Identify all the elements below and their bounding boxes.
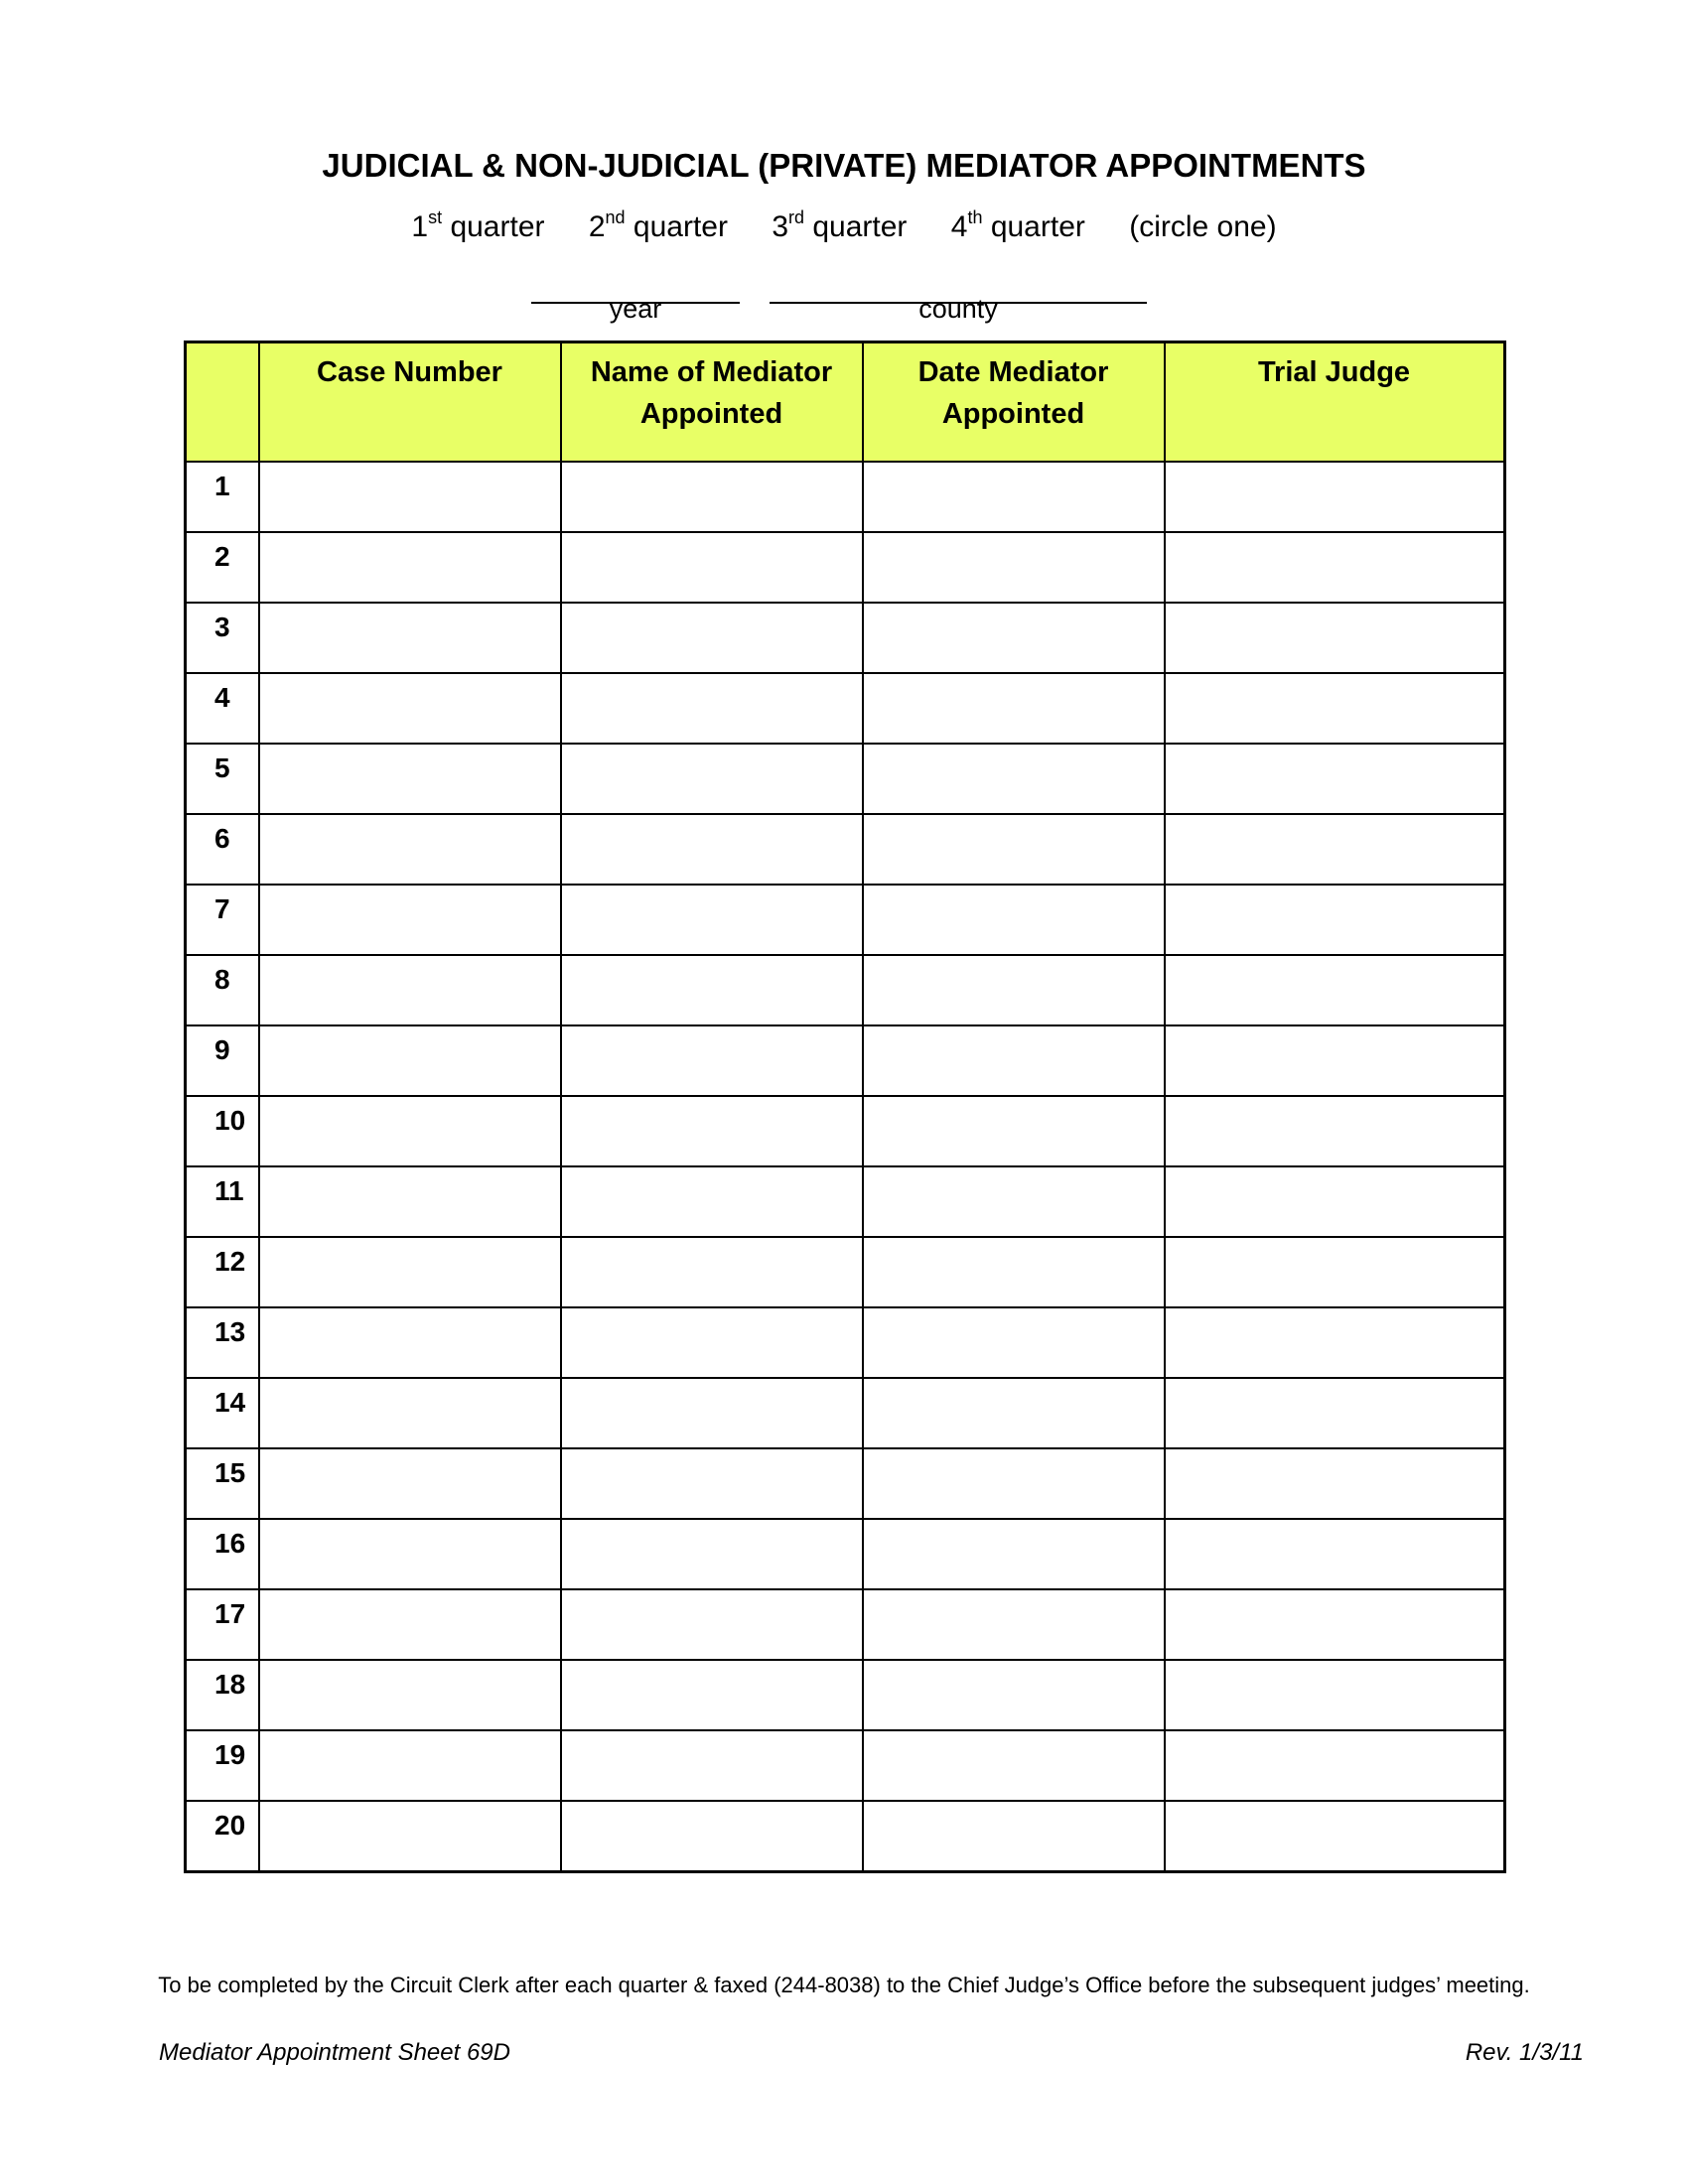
date-appointed-cell[interactable] [863,814,1165,885]
case-number-cell[interactable] [259,1801,561,1872]
row-number: 16 [186,1519,259,1589]
quarter-option-4[interactable]: 4th quarter [950,207,1085,243]
trial-judge-cell[interactable] [1165,955,1505,1025]
trial-judge-cell[interactable] [1165,814,1505,885]
quarter-option-3[interactable]: 3rd quarter [772,207,908,243]
row-number: 10 [186,1096,259,1166]
case-number-cell[interactable] [259,532,561,603]
table-row [186,1025,1505,1096]
form-name: Mediator Appointment Sheet 69D [159,2039,510,2066]
row-number: 19 [186,1730,259,1801]
date-appointed-cell[interactable] [863,1448,1165,1519]
instructions-text: To be completed by the Circuit Clerk after each quarter & faxed (244-8038) to the Chief Judge’s Office before the subsequent judges’ meeting. [158,1973,1530,1997]
mediator-name-cell[interactable] [561,673,863,744]
mediator-name-cell[interactable] [561,1801,863,1872]
quarter-selector [0,207,1688,244]
trial-judge-cell[interactable] [1165,1378,1505,1448]
trial-judge-cell[interactable] [1165,1096,1505,1166]
trial-judge-cell[interactable] [1165,1730,1505,1801]
table-row [186,1378,1505,1448]
trial-judge-cell[interactable] [1165,1519,1505,1589]
case-number-cell[interactable] [259,955,561,1025]
appointments-table [184,341,1506,1873]
mediator-name-cell[interactable] [561,1096,863,1166]
mediator-name-cell[interactable] [561,885,863,955]
table-row [186,1660,1505,1730]
case-number-cell[interactable] [259,1730,561,1801]
trial-judge-cell[interactable] [1165,1237,1505,1307]
case-number-cell[interactable] [259,1378,561,1448]
table-row [186,1166,1505,1237]
trial-judge-cell[interactable] [1165,673,1505,744]
mediator-name-cell[interactable] [561,1025,863,1096]
row-number: 13 [186,1307,259,1378]
trial-judge-cell[interactable] [1165,1025,1505,1096]
case-number-cell[interactable] [259,1096,561,1166]
row-number: 6 [186,814,259,885]
date-appointed-cell[interactable] [863,1801,1165,1872]
header-case-number: Case Number [259,342,561,462]
trial-judge-cell[interactable] [1165,1448,1505,1519]
date-appointed-cell[interactable] [863,1589,1165,1660]
case-number-cell[interactable] [259,603,561,673]
mediator-name-cell[interactable] [561,1237,863,1307]
date-appointed-cell[interactable] [863,885,1165,955]
table-row [186,885,1505,955]
table-row [186,673,1505,744]
header-date-appointed: Date Mediator Appointed [863,342,1165,462]
case-number-cell[interactable] [259,1237,561,1307]
revision-date: Rev. 1/3/11 [1465,2039,1584,2066]
row-number: 2 [186,532,259,603]
date-appointed-cell[interactable] [863,532,1165,603]
table-row [186,1237,1505,1307]
row-number: 18 [186,1660,259,1730]
mediator-name-cell[interactable] [561,1660,863,1730]
row-number: 1 [186,462,259,532]
mediator-name-cell[interactable] [561,603,863,673]
table-row [186,532,1505,603]
quarter-option-2[interactable]: 2nd quarter [588,207,728,243]
date-appointed-cell[interactable] [863,1378,1165,1448]
case-number-cell[interactable] [259,885,561,955]
case-number-cell[interactable] [259,1448,561,1519]
trial-judge-cell[interactable] [1165,744,1505,814]
trial-judge-cell[interactable] [1165,532,1505,603]
case-number-cell[interactable] [259,1519,561,1589]
year-label: year [609,294,662,324]
header-trial-judge: Trial Judge [1165,342,1505,462]
row-number: 15 [186,1448,259,1519]
case-number-cell[interactable] [259,744,561,814]
table-row [186,1519,1505,1589]
header-number [186,342,259,462]
date-appointed-cell[interactable] [863,673,1165,744]
circle-one-note: (circle one) [1129,210,1277,243]
mediator-name-cell[interactable] [561,1307,863,1378]
case-number-cell[interactable] [259,1166,561,1237]
row-number: 4 [186,673,259,744]
mediator-name-cell[interactable] [561,1519,863,1589]
mediator-name-cell[interactable] [561,814,863,885]
case-number-cell[interactable] [259,673,561,744]
table-row [186,1589,1505,1660]
date-appointed-cell[interactable] [863,1519,1165,1589]
date-appointed-cell[interactable] [863,1307,1165,1378]
mediator-name-cell[interactable] [561,1166,863,1237]
table-row [186,1801,1505,1872]
case-number-cell[interactable] [259,1025,561,1096]
mediator-name-cell[interactable] [561,1589,863,1660]
county-label: county [918,294,998,324]
table-row [186,1448,1505,1519]
quarter-option-1[interactable]: 1st quarter [411,207,545,243]
trial-judge-cell[interactable] [1165,1307,1505,1378]
date-appointed-cell[interactable] [863,1730,1165,1801]
trial-judge-cell[interactable] [1165,1166,1505,1237]
date-appointed-cell[interactable] [863,1096,1165,1166]
table-header-row [186,342,1505,462]
row-number: 11 [186,1166,259,1237]
trial-judge-cell[interactable] [1165,1801,1505,1872]
table-row [186,1307,1505,1378]
trial-judge-cell[interactable] [1165,1660,1505,1730]
case-number-cell[interactable] [259,1307,561,1378]
mediator-name-cell[interactable] [561,532,863,603]
date-appointed-cell[interactable] [863,462,1165,532]
case-number-cell[interactable] [259,462,561,532]
case-number-cell[interactable] [259,1660,561,1730]
row-number: 8 [186,955,259,1025]
mediator-name-cell[interactable] [561,744,863,814]
page-title: JUDICIAL & NON-JUDICIAL (PRIVATE) MEDIATOR APPOINTMENTS [322,147,1366,184]
row-number: 7 [186,885,259,955]
mediator-name-cell[interactable] [561,955,863,1025]
trial-judge-cell[interactable] [1165,462,1505,532]
mediator-name-cell[interactable] [561,1378,863,1448]
date-appointed-cell[interactable] [863,1237,1165,1307]
table-row [186,1096,1505,1166]
mediator-name-cell[interactable] [561,1448,863,1519]
case-number-cell[interactable] [259,1589,561,1660]
table-row [186,955,1505,1025]
row-number: 9 [186,1025,259,1096]
mediator-name-cell[interactable] [561,462,863,532]
trial-judge-cell[interactable] [1165,1589,1505,1660]
date-appointed-cell[interactable] [863,955,1165,1025]
date-appointed-cell[interactable] [863,1025,1165,1096]
header-mediator-name: Name of Mediator Appointed [561,342,863,462]
row-number: 3 [186,603,259,673]
trial-judge-cell[interactable] [1165,885,1505,955]
date-appointed-cell[interactable] [863,1660,1165,1730]
row-number: 20 [186,1801,259,1872]
table-row [186,744,1505,814]
row-number: 17 [186,1589,259,1660]
table-row [186,1730,1505,1801]
row-number: 14 [186,1378,259,1448]
row-number: 12 [186,1237,259,1307]
table-row [186,462,1505,532]
row-number: 5 [186,744,259,814]
date-appointed-cell[interactable] [863,1166,1165,1237]
table-row [186,814,1505,885]
trial-judge-cell[interactable] [1165,603,1505,673]
table-row [186,603,1505,673]
case-number-cell[interactable] [259,814,561,885]
mediator-name-cell[interactable] [561,1730,863,1801]
date-appointed-cell[interactable] [863,603,1165,673]
date-appointed-cell[interactable] [863,744,1165,814]
